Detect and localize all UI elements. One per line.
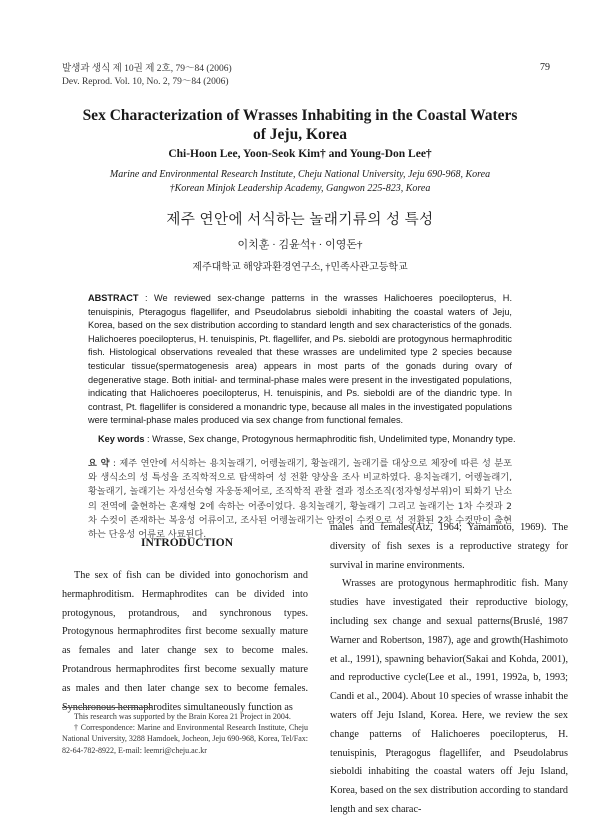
right-column-paragraph-1: males and females(Atz, 1964; Yamamoto, 1969). The diversity of fish sexes is a reproductive strategy for survival in marine environments. <box>330 522 568 571</box>
right-column-paragraph-2: Wrasses are protogynous hermaphroditic fish. Many studies have investigated their reproductive biology, including sex change and sexual patterns(Bruslé, 1987 Warner and Robertson, 1987), age and growth(Hashimoto et al., 1991), spawning behavior(Sakai and Kohda, 2001), and reproductive cycle(Lee et al., 1991, 1992a, b, 1993; Candi et al., 2004). About 10 species of wrasse inhabit the waters off Jeju Island, Korea. Here, we review the sex change patterns of Halichoeres poecilopterus, H. tenuispinis, Pteragogus flagellifer, and Pseudolabrus sieboldi inhabiting the coastal waters off Jeju Island, Korea, based on the sex distribution according to standard length and sex charac- <box>330 578 568 815</box>
left-column-paragraph: The sex of fish can be divided into gonochorism and hermaphroditism. Hermaphrodites can be divided into protogynous, protandrous, and synchronous types. Protogynous hermaphrodites first become sexually mature as females and later change sex to become males. Protandrous hermaphrodites first become sexually mature as males and then later change sex to become females. Synchronous hermaphrodites simultaneously function as <box>62 570 308 713</box>
section-heading-introduction: INTRODUCTION <box>140 537 233 549</box>
journal-citation-korean: 발생과 생식 제 10권 제 2호, 79～84 (2006) <box>62 64 232 74</box>
paper-title-line-2: of Jeju, Korea <box>253 126 347 143</box>
keywords-label: Key words <box>98 434 145 444</box>
footnote-funding: This research was supported by the Brain Korea 21 Project in 2004. <box>74 712 291 721</box>
affiliation-2: †Korean Minjok Leadership Academy, Gangwon 225-823, Korea <box>169 183 431 194</box>
page-number: 79 <box>540 62 550 73</box>
paper-title <box>70 106 530 144</box>
korean-title: 제주 연안에 서식하는 놀래기류의 성 특성 <box>166 212 434 228</box>
abstract-label: ABSTRACT <box>88 293 139 303</box>
keywords <box>98 434 518 444</box>
korean-abstract-text: : 제주 연안에 서식하는 용치놀래기, 어렝놀래기, 황놀래기, 놀래기를 대상으로 체장에 따른 성 분포와 생식소의 성 특성을 조직학적으로 탐색하여 성 전환 양상을 조사 비교하였다. 용치놀래기, 어렝놀래기, 황놀래기, 놀래기는 자성선숙형 자웅동체어로, 조직학적 관찰 결과 정소조직(정자형성부위)이 퇴화기 난소의 전역에 출현하는 혼재형 2에 속하는 어종이었다. 용치놀래기, 황놀래기 그리고 놀래기는 1차 수컷과 2차 수컷이 존재하는 복웅성 어류이고, 조사된 어렝놀래기는 암컷이 수컷으로 성 전환된 2차 수컷만이 출현하는 단웅성 어류로 사료된다. <box>88 458 513 541</box>
footnote-correspondence: † Correspondence: Marine and Environmental Research Institute, Cheju National University, 3288 Hamdoek, Jocheon, Jeju 690-968, Korea, Tel/Fax: 82-64-782-8922, E-mail: leemri@cheju.ac.kr <box>62 723 308 755</box>
paper-title-line-1: Sex Characterization of Wrasses Inhabiting in the Coastal Waters <box>82 107 518 124</box>
korean-abstract-label: 요 약 <box>88 458 110 469</box>
footnote <box>62 711 308 756</box>
abstract <box>88 292 512 428</box>
journal-header <box>62 63 232 89</box>
journal-citation-english: Dev. Reprod. Vol. 10, No. 2, 79～84 (2006) <box>62 77 229 87</box>
korean-affiliation: 제주대학교 해양과환경연구소, †민족사관고등학교 <box>192 262 408 273</box>
abstract-text: : We reviewed sex-change patterns in the wrasses Halichoeres poecilopterus, H. tenuispinis, Pteragogus flagellifer, and Pseudolabrus sieboldi inhabiting the coastal waters of Jeju, Korea, based on the sex distribution according to standard length and sex characteristics of the gonads. Halichoeres poecilopterus, H. tenuispinis, Pt. flagellifer, and Ps. sieboldi are protogynous hermaphroditic fish. Histological observations revealed that these wrasses are undelimited type 2 species because testicular tissue(spermatogenesis area) appears in most parts of the gonads during ovary of degenerative stage. Both initial- and terminal-phase males were present in the investigated populations, indicating that Halichoeres poecilopterus, H. tenuispinis, and Ps. sieboldi are of the diandric type. In contrast, Pt. flagellifer is considered a monandric type, because all males in the investigated populations were terminal-phase males produced via sex change from functional females. <box>88 293 512 426</box>
author-list: Chi-Hoon Lee, Yoon-Seok Kim† and Young-Don Lee† <box>168 148 432 160</box>
korean-authors: 이치훈 · 김윤석† · 이영돈† <box>237 239 363 251</box>
footnote-divider <box>62 707 152 708</box>
affiliation-1: Marine and Environmental Research Institute, Cheju National University, Jeju 690-968, Korea <box>109 169 491 180</box>
keywords-text: : Wrasse, Sex change, Protogynous hermaphroditic fish, Undelimited type, Monandry type. <box>144 434 516 444</box>
right-column <box>330 519 568 820</box>
